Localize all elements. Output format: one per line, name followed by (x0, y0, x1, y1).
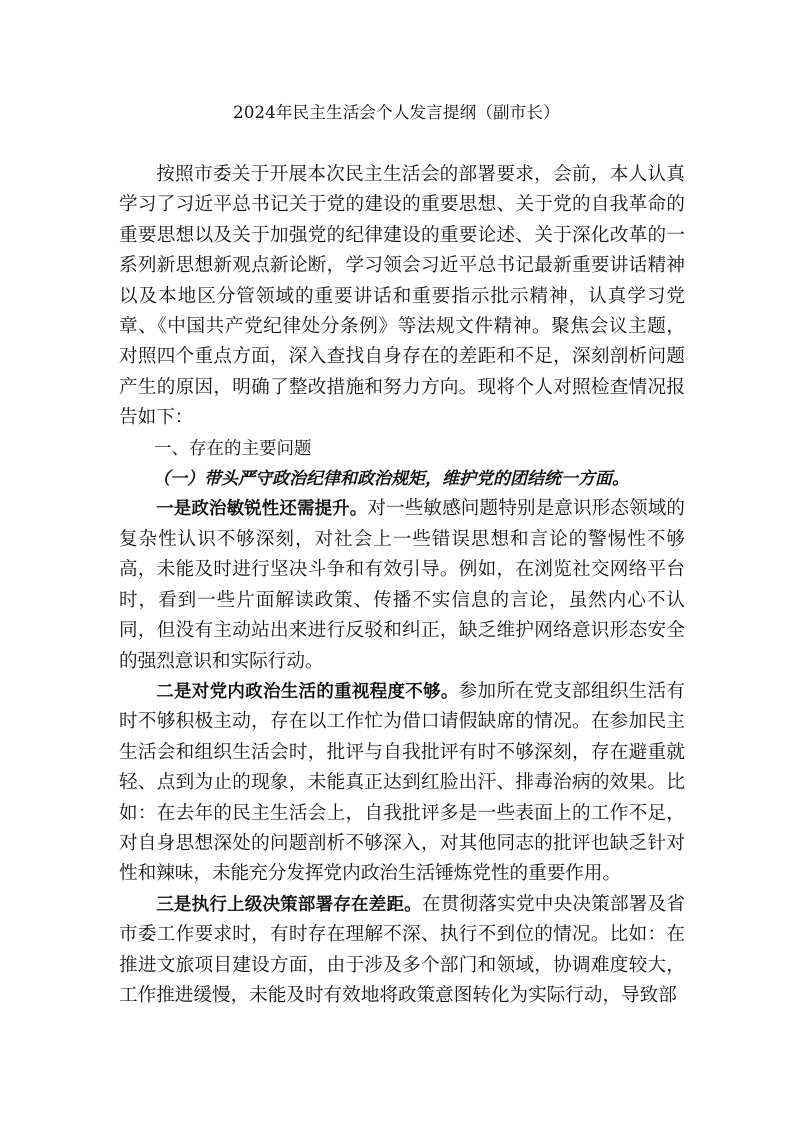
paragraph-text: 对一些敏感问题特别是意识形态领域的复杂性认识不够深刻，对社会上一些错误思想和言论的警惕性不够高，未能及时进行坚决斗争和有效引导。例如，在浏览社交网络平台时，看到一些片面解读政策、传播不实信息的言论，虽然内心不认同，但没有主动站出来进行反驳和纠正，缺乏维护网络意识形态安全的强烈意识和实际行动。 (119, 498, 685, 672)
paragraph-lead: 一是政治敏锐性还需提升。 (156, 499, 368, 520)
paragraph-text: 参加所在党支部组织生活有时不够积极主动，存在以工作忙为借口请假缺席的情况。在参加民主生活会和组织生活会时，批评与自我批评有时不够深刻，存在避重就轻、点到为止的现象，未能真正达到红脸出汗、排毒治病的效果。比如：在去年的民主生活会上，自我批评多是一些表面上的工作不足，对自身思想深处的问题剖析不够深入，对其他同志的批评也缺乏针对性和辣味，未能充分发挥党内政治生活锤炼党性的重要作用。 (119, 680, 685, 885)
subsection-heading: （一）带头严守政治纪律和政治规矩，维护党的团结统一方面。 (153, 469, 629, 490)
section-heading: 一、存在的主要问题 (154, 438, 312, 459)
document-body (119, 160, 685, 1011)
problem-paragraph-3 (119, 890, 685, 1012)
paragraph-lead: 三是执行上级决策部署存在差距。 (156, 894, 422, 915)
document-title: 2024年民主生活会个人发言提纲（副市长） (233, 103, 560, 122)
paragraph-lead: 二是对党内政治生活的重视程度不够。 (156, 681, 459, 702)
problem-paragraph-1 (119, 494, 685, 676)
paragraph-text: 在贯彻落实党中央决策部署及省市委工作要求时，有时存在理解不深、执行不到位的情况。比如：在推进文旅项目建设方面，由于涉及多个部门和领域，协调难度较大，工作推进缓慢，未能及时有效地将政策意图转化为实际行动，导致部 (119, 893, 685, 1006)
problem-paragraph-2 (119, 677, 685, 890)
intro-paragraph: 按照市委关于开展本次民主生活会的部署要求，会前，本人认真学习了习近平总书记关于党的建设的重要思想、关于党的自我革命的重要思想以及关于加强党的纪律建设的重要论述、关于深化改革的一系列新思想新观点新论断，学习领会习近平总书记最新重要讲话精神以及本地区分管领域的重要讲话和重要指示批示精神，认真学习党章、《中国共产党纪律处分条例》等法规文件精神。聚焦会议主题，对照四个重点方面，深入查找自身存在的差距和不足，深刻剖析问题产生的原因，明确了整改措施和努力方向。现将个人对照检查情况报告如下： (119, 164, 685, 429)
